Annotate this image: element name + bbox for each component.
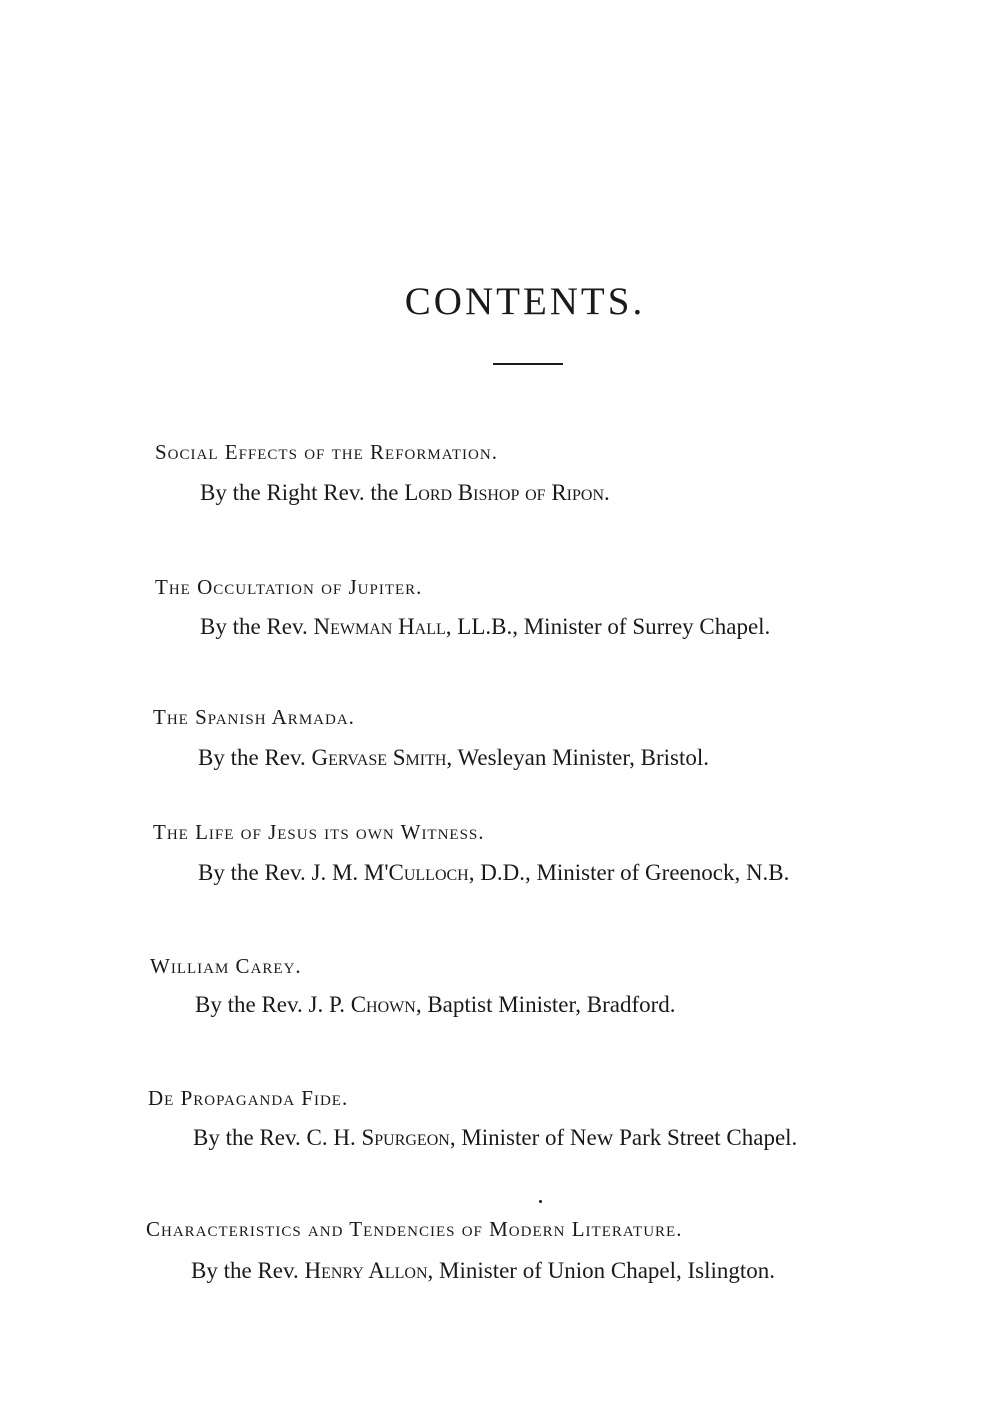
entry-author [200, 615, 770, 638]
author-prefix: By the Rev. J. P. [195, 992, 351, 1017]
page-title: CONTENTS. [404, 280, 646, 324]
entry-author [198, 861, 789, 884]
entry-title: The Spanish Armada. [153, 705, 355, 729]
author-name: Lord Bishop of Ripon [404, 480, 605, 505]
entry-title: William Carey. [150, 954, 302, 978]
entry-title: Social Effects of the Reformation. [155, 440, 498, 464]
author-prefix: By the Rev. [200, 614, 314, 639]
author-name: Spurgeon [361, 1125, 450, 1150]
title-rule [493, 363, 563, 365]
author-name: M'Culloch [363, 860, 469, 885]
entry-author [200, 481, 610, 504]
author-name: Newman Hall [313, 614, 446, 639]
author-suffix: , Minister of Union Chapel, Islington. [427, 1258, 776, 1283]
author-name: Henry Allon [304, 1258, 428, 1283]
author-prefix: By the Right Rev. the [200, 480, 405, 505]
entry-title: Characteristics and Tendencies of Modern Literature. [146, 1217, 683, 1241]
entry-author [198, 746, 709, 769]
author-suffix: , LL.B., Minister of Surrey Chapel. [445, 614, 771, 639]
author-prefix: By the Rev. [198, 745, 312, 770]
author-prefix: By the Rev. [191, 1258, 305, 1283]
entry-title: The Occultation of Jupiter. [155, 575, 423, 599]
entry-author [191, 1259, 775, 1282]
entry-author [193, 1126, 797, 1149]
author-name: Gervase Smith [311, 745, 447, 770]
author-prefix: By the Rev. J. M. [198, 860, 364, 885]
author-suffix: , Wesleyan Minister, Bristol. [446, 745, 709, 770]
stray-ink-mark [539, 1200, 542, 1203]
author-suffix: , Baptist Minister, Bradford. [415, 992, 676, 1017]
author-suffix: , Minister of New Park Street Chapel. [449, 1125, 798, 1150]
author-prefix: By the Rev. C. H. [193, 1125, 362, 1150]
author-name: Chown [350, 992, 416, 1017]
entry-title: De Propaganda Fide. [148, 1086, 349, 1110]
author-suffix: . [604, 480, 610, 505]
entry-author [195, 993, 676, 1016]
author-suffix: , D.D., Minister of Greenock, N.B. [468, 860, 790, 885]
entry-title: The Life of Jesus its own Witness. [153, 820, 485, 844]
